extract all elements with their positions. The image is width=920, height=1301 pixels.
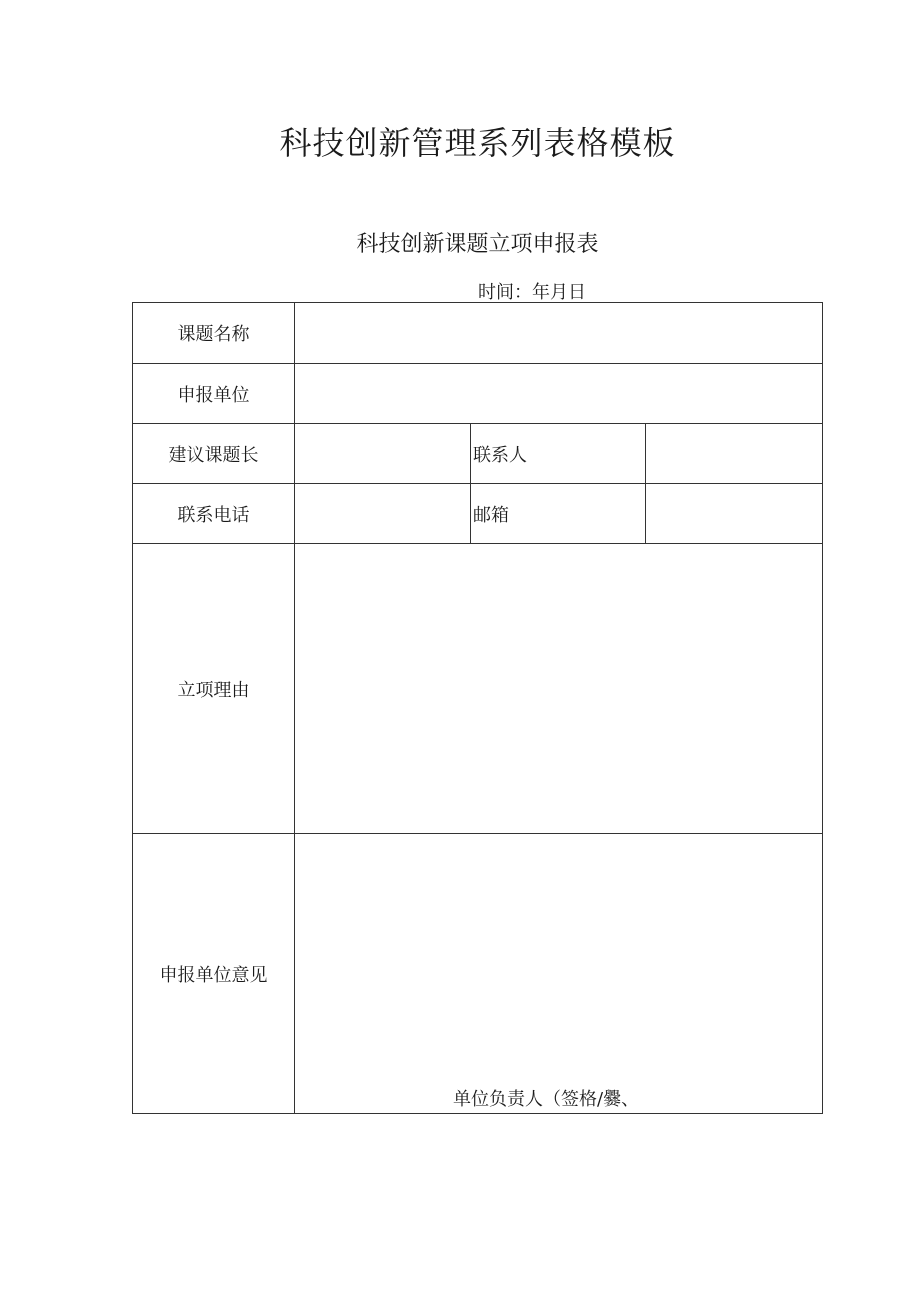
unit-opinion-field[interactable]: [295, 834, 823, 1114]
document-main-title: 科技创新管理系列表格模板: [279, 124, 676, 162]
reason-label: 立项理由: [133, 544, 295, 834]
row-applicant-unit: [133, 364, 823, 424]
email-field[interactable]: [646, 484, 823, 544]
phone-field[interactable]: [295, 484, 471, 544]
contact-person-field[interactable]: [646, 424, 823, 484]
form-title: 科技创新课题立项申报表: [356, 232, 599, 257]
row-leader: [133, 424, 823, 484]
applicant-unit-label: 申报单位: [133, 364, 295, 424]
row-phone: [133, 484, 823, 544]
row-unit-opinion: [133, 834, 823, 1114]
email-label: 邮箱: [471, 484, 646, 544]
applicant-unit-field[interactable]: [295, 364, 823, 424]
row-topic-name: [133, 303, 823, 364]
reason-field[interactable]: [295, 544, 823, 834]
unit-opinion-label: 申报单位意见: [133, 834, 295, 1114]
phone-label: 联系电话: [133, 484, 295, 544]
contact-person-label: 联系人: [471, 424, 646, 484]
row-reason: [133, 544, 823, 834]
topic-name-label: 课题名称: [133, 303, 295, 364]
date-line: 时间：年月日: [478, 282, 586, 303]
leader-label: 建议课题长: [133, 424, 295, 484]
application-form-table: [132, 302, 823, 1114]
signature-line: 单位负责人（签格/爨、: [453, 1089, 640, 1110]
leader-field[interactable]: [295, 424, 471, 484]
topic-name-field[interactable]: [295, 303, 823, 364]
